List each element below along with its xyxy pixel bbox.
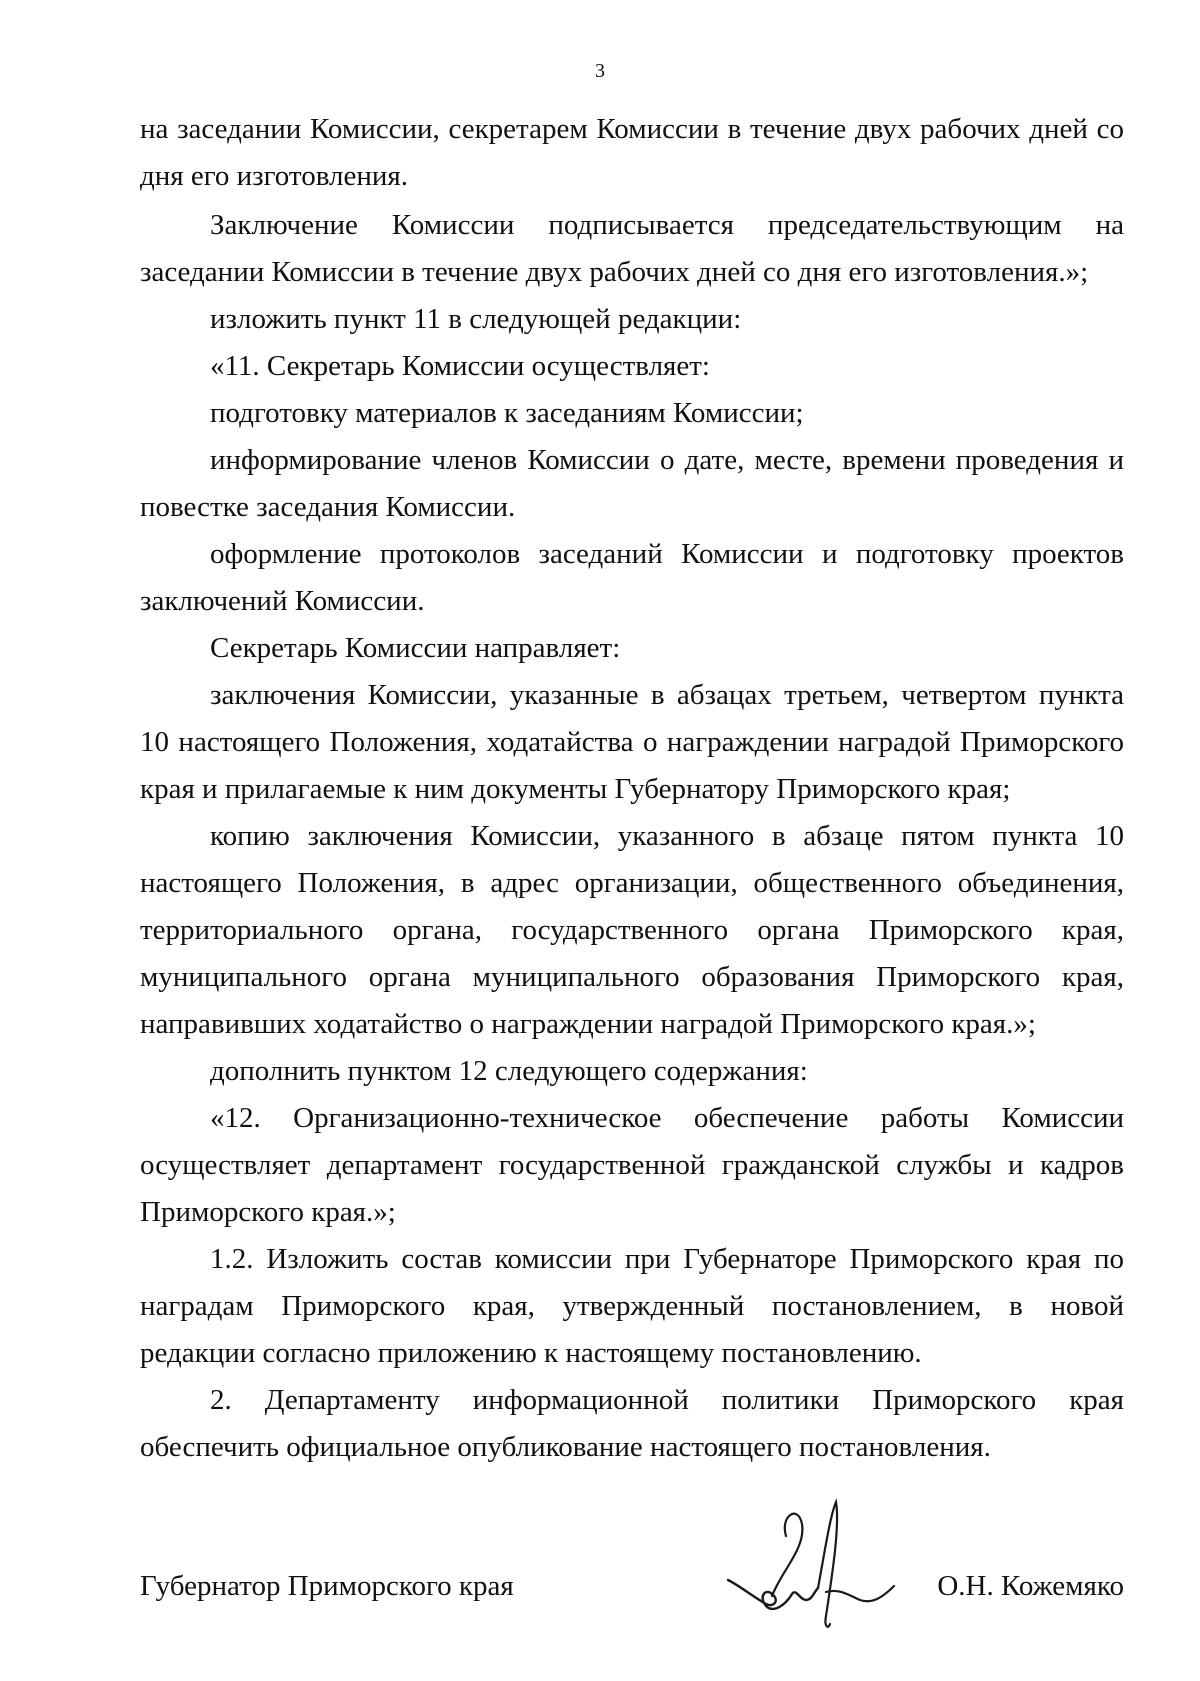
paragraph: оформление протоколов заседаний Комиссии и подготовку проектов заключений Комиссии. — [140, 538, 1124, 617]
paragraph: информирование членов Комиссии о дате, месте, времени проведения и повестке заседания Комиссии. — [140, 444, 1124, 523]
document-body — [140, 106, 1124, 1471]
paragraph: 1.2. Изложить состав комиссии при Губернаторе Приморского края по наградам Приморского края, утвержденный постановлением, в новой редакции согласно приложению к настоящему постановлению. — [140, 1243, 1124, 1369]
signature-block — [140, 1496, 1124, 1636]
signer-name: О.Н. Кожемяко — [937, 1570, 1124, 1602]
paragraph: подготовку материалов к заседаниям Комиссии; — [210, 397, 804, 429]
paragraph: Заключение Комиссии подписывается председательствующим на заседании Комиссии в течение двух рабочих дней со дня его изготовления.»; — [140, 209, 1124, 288]
paragraph: 2. Департаменту информационной политики Приморского края обеспечить официальное опубликование настоящего постановления. — [140, 1384, 1124, 1463]
paragraph: изложить пункт 11 в следующей редакции: — [210, 303, 742, 335]
paragraph: «11. Секретарь Комиссии осуществляет: — [210, 350, 710, 382]
handwritten-signature — [700, 1496, 900, 1636]
paragraph: заключения Комиссии, указанные в абзацах третьем, четвертом пункта 10 настоящего Положения, ходатайства о награждении наградой Приморского края и прилагаемые к ним документы Губернатору Приморского края; — [140, 679, 1124, 805]
page-number: 3 — [595, 60, 605, 82]
paragraph: «12. Организационно-техническое обеспечение работы Комиссии осуществляет департамент государственной гражданской службы и кадров Приморского края.»; — [140, 1102, 1124, 1228]
signer-position: Губернатор Приморского края — [140, 1570, 514, 1602]
paragraph: Секретарь Комиссии направляет: — [210, 632, 621, 664]
paragraph: на заседании Комиссии, секретарем Комиссии в течение двух рабочих дней со дня его изготовления. — [140, 113, 1124, 192]
paragraph: дополнить пунктом 12 следующего содержания: — [210, 1055, 808, 1087]
paragraph: копию заключения Комиссии, указанного в абзаце пятом пункта 10 настоящего Положения, в адрес организации, общественного объединения, территориального органа, государственного органа Приморского края, муниципального органа муниципального образования Приморского края, направивших ходатайство о награждении наградой Приморского края.»; — [140, 820, 1124, 1040]
